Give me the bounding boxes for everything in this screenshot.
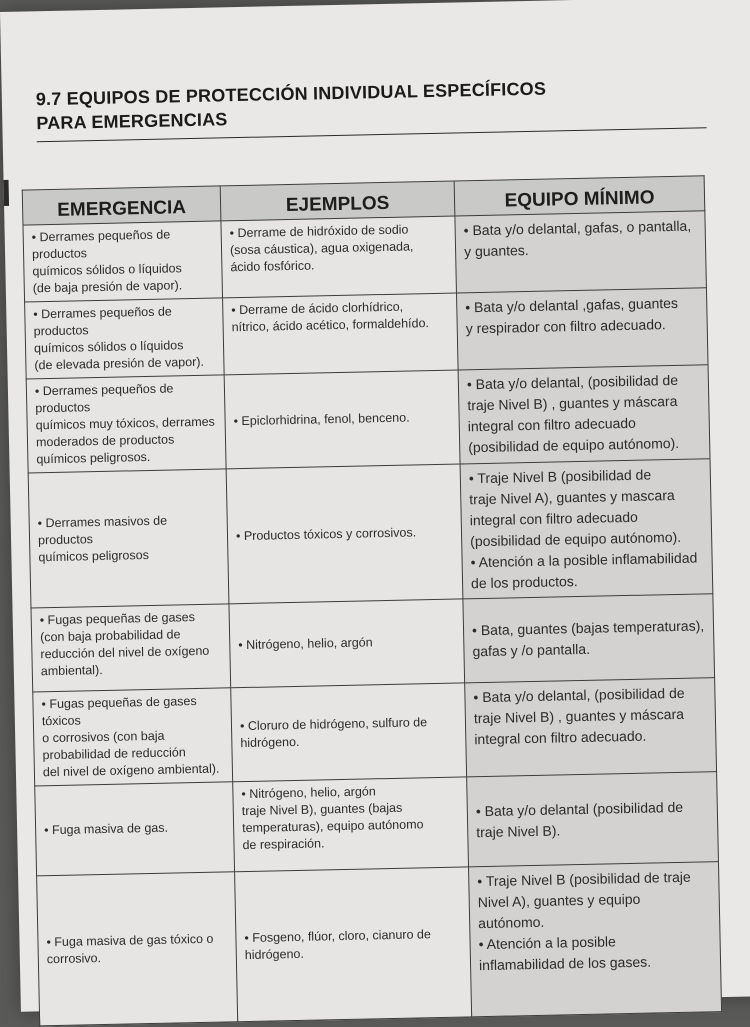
table-row (28, 459, 713, 608)
cell-text-line: • Derrames masivos de productos (37, 513, 168, 547)
cell-text-line: químicos peligrosos (38, 547, 150, 564)
cell-text-line: • Nitrógeno, helio, argón (241, 784, 376, 802)
cell-text-line: • Derrames pequeños de productos (31, 227, 171, 262)
cell-text-line: • Bata y/o delantal (posibilidad de (475, 798, 684, 819)
cell-equipo-minimo (465, 678, 717, 777)
cell-text-line: (con baja probabilidad de (39, 627, 181, 645)
cell-ejemplos (223, 293, 459, 375)
cell-text-line: integral con filtro adecuado (467, 414, 637, 435)
cell-text-line: traje Nivel B) , guantes y máscara (473, 705, 685, 727)
cell-text-line: • Fugas pequeñas de gases tóxicos (41, 694, 197, 729)
cell-text-line: • Bata y/o delantal, (posibilidad de (466, 371, 679, 393)
cell-text-line: (de baja presión de vapor). (32, 278, 183, 296)
cell-text-line: • Bata y/o delantal, gafas, o pantalla, (463, 217, 692, 239)
cell-equipo-minimo (469, 862, 722, 1017)
cell-text-line: • Nitrógeno, helio, argón (238, 635, 373, 653)
cell-equipo-minimo (460, 459, 713, 599)
cell-text-line: • Fuga masiva de gas. (43, 820, 169, 838)
header-emergencia: EMERGENCIA (22, 186, 221, 225)
table-row (23, 211, 706, 302)
cell-text-line: • Bata, guantes (bajas temperaturas), (471, 616, 705, 638)
cell-text-line: traje Nivel B). (476, 821, 561, 840)
cell-text-line: o corrosivos (con baja (42, 728, 165, 746)
cell-text-line: traje Nivel B) , guantes y máscara (467, 392, 678, 414)
table-row (25, 288, 708, 379)
cell-ejemplos (221, 216, 457, 298)
cell-text-line: (de elevada presión de vapor). (34, 354, 205, 373)
cell-equipo-minimo (456, 288, 708, 370)
table-row (33, 678, 717, 786)
cell-emergencia (28, 469, 229, 608)
cell-text-line: • Cloruro de hidrógeno, sulfuro de (239, 714, 428, 733)
cell-equipo-minimo (467, 772, 719, 867)
cell-text-line: • Fosgeno, flúor, cloro, cianuro de (244, 926, 431, 945)
cell-text-line: ambiental). (40, 662, 103, 679)
cell-text-line: del nivel de oxígeno ambiental). (42, 761, 220, 780)
cell-text-line: • Epiclorhidrina, fenol, benceno. (233, 410, 410, 429)
cell-text-line: de respiración. (242, 836, 325, 853)
cell-text-line: químicos peligrosos. (36, 449, 151, 467)
cell-ejemplos (229, 599, 465, 688)
cell-text-line: (posibilidad de equipo autónomo). (470, 528, 682, 550)
cell-text-line: de los productos. (470, 573, 578, 592)
section-title-line-1: 9.7 EQUIPOS DE PROTECCIÓN INDIVIDUAL ESPECÍFICOS (35, 78, 547, 110)
cell-text-line: traje Nivel A), guantes y mascara (469, 486, 675, 508)
cell-text-line: • Bata y/o delantal, (posibilidad de (473, 684, 685, 706)
section-title-line-2: PARA EMERGENCIAS (36, 109, 228, 134)
header-equipo-minimo: EQUIPO MÍNIMO (454, 176, 705, 216)
cell-text-line: hidrógeno. (244, 946, 305, 962)
cell-ejemplos (224, 370, 460, 469)
cell-text-line: probabilidad de reducción (42, 745, 186, 763)
header-ejemplos: EJEMPLOS (220, 181, 455, 221)
cell-text-line: • Derrame de ácido clorhídrico, (231, 299, 404, 318)
cell-text-line: y guantes. (463, 241, 529, 260)
cell-text-line: Nivel A), guantes y equipo (477, 890, 641, 911)
cell-text-line: • Bata y/o delantal ,gafas, guantes (465, 294, 679, 316)
cell-text-line: integral con filtro adecuado (469, 508, 638, 529)
ppe-emergency-table (22, 175, 722, 1026)
section-title (36, 77, 547, 136)
table-row (37, 862, 722, 1026)
cell-text-line: moderados de productos (35, 432, 175, 450)
cell-text-line: (posibilidad de equipo autónomo). (468, 434, 680, 456)
cell-text-line: químicos sólidos o líquidos (32, 261, 182, 279)
cell-ejemplos (231, 683, 467, 782)
cell-emergencia (35, 782, 235, 876)
cell-equipo-minimo (463, 594, 715, 683)
cell-text-line: • Traje Nivel B (posibilidad de (468, 466, 652, 487)
cell-emergencia (26, 375, 226, 473)
cell-emergencia (37, 872, 238, 1026)
table-row (31, 594, 715, 692)
cell-equipo-minimo (458, 365, 710, 464)
cell-text-line: reducción del nivel de oxígeno (40, 643, 210, 662)
cell-emergencia (25, 298, 225, 379)
cell-emergencia (33, 688, 233, 786)
cell-text-line: • Atención a la posible inflamabilidad (470, 549, 698, 571)
cell-text-line: integral con filtro adecuado. (474, 727, 647, 748)
cell-text-line: corrosivo. (46, 950, 102, 966)
cell-text-line: • Traje Nivel B (posibilidad de traje (477, 868, 691, 890)
cell-text-line: • Derrames pequeños de productos (33, 304, 172, 339)
cell-text-line: traje Nivel B), guantes (bajas (241, 800, 403, 819)
cell-text-line: hidrógeno. (240, 734, 300, 750)
cell-emergencia (23, 221, 223, 302)
cell-text-line: • Productos tóxicos y corrosivos. (235, 524, 417, 543)
table-row (35, 772, 719, 876)
cell-text-line: • Atención a la posible (478, 933, 616, 953)
cell-emergencia (31, 604, 231, 692)
table-body (23, 211, 722, 1026)
cell-text-line: • Fuga masiva de gas tóxico o (46, 931, 214, 949)
cell-text-line: gafas y /o pantalla. (472, 640, 591, 659)
cell-text-line: temperaturas), equipo autónomo (241, 817, 424, 836)
cell-text-line: ácido fosfórico. (230, 258, 315, 275)
table-row (26, 365, 710, 473)
cell-text-line: químicos sólidos o líquidos (33, 338, 184, 356)
cell-ejemplos (233, 777, 469, 872)
cell-text-line: autónomo. (478, 913, 545, 932)
cell-text-line: inflamabilidad de los gases. (478, 953, 652, 974)
cell-ejemplos (235, 867, 472, 1022)
page-edge-mark (4, 180, 10, 206)
cell-ejemplos (226, 464, 463, 604)
cell-text-line: químicos muy tóxicos, derrames (35, 414, 216, 433)
cell-text-line: y respirador con filtro adecuado. (465, 316, 666, 337)
cell-text-line: nítrico, ácido acético, formaldehído. (231, 316, 430, 335)
cell-equipo-minimo (455, 211, 707, 293)
cell-text-line: (sosa cáustica), agua oxigenada, (229, 239, 414, 258)
cell-text-line: • Derrame de hidróxido de sodio (229, 222, 409, 241)
cell-text-line: • Derrames pequeños de productos (34, 381, 174, 416)
cell-text-line: • Fugas pequeñas de gases (39, 610, 196, 628)
